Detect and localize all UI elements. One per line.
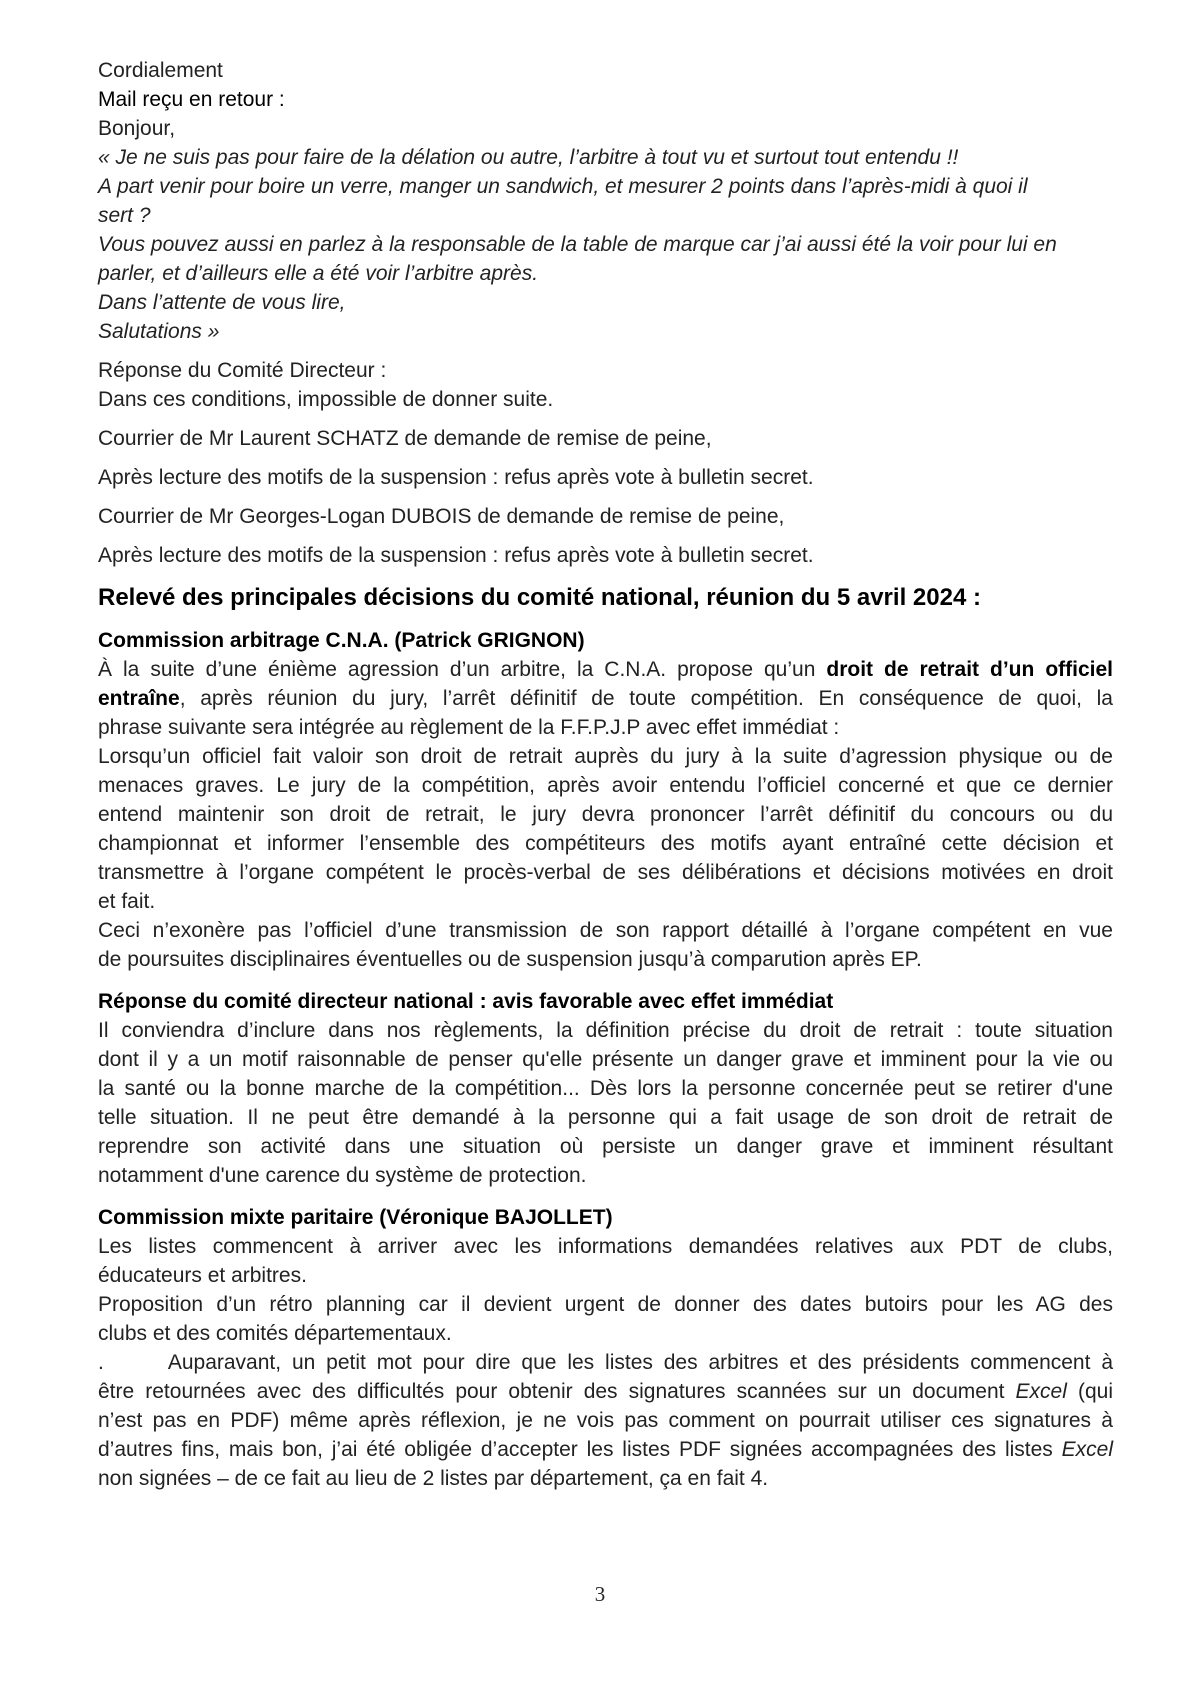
mixte-line: Proposition d’un rétro planning car il devient urgent de donner des dates butoirs pour les AG des	[98, 1293, 1113, 1316]
emphasis-run: entraîne	[98, 687, 180, 710]
text-run: , après réunion du jury, l’arrêt définitif de toute compétition. En conséquence de quoi, la	[179, 687, 1113, 710]
page-number: 3	[594, 1582, 606, 1606]
mixte-line: non signées – de ce fait au lieu de 2 listes par département, ça en fait 4.	[98, 1467, 769, 1490]
mixte-line	[98, 1348, 1113, 1377]
text-run: être retournées avec des difficultés pour obtenir des signatures scannées sur un document	[98, 1380, 1016, 1403]
section-title: Relevé des principales décisions du comité national, réunion du 5 avril 2024 :	[98, 584, 981, 611]
cna-para-line: phrase suivante sera intégrée au règlement de la F.F.P.J.P avec effet immédiat :	[98, 716, 840, 739]
letter-schatz: Courrier de Mr Laurent SCHATZ de demande de remise de peine,	[98, 427, 712, 450]
reply-heading: Réponse du Comité Directeur :	[98, 359, 387, 382]
committee-reply-1	[98, 356, 1113, 414]
cna-para-line	[98, 655, 1113, 684]
greeting-line: Bonjour,	[98, 117, 176, 140]
excel-word: Excel	[1061, 1438, 1113, 1461]
reply-2-line: dont il y a un motif raisonnable de penser qu'elle présente un danger grave et imminent pour la vie ou	[98, 1048, 1113, 1071]
excel-word: Excel	[1015, 1380, 1067, 1403]
reply-2-line: reprendre son activité dans une situation où persiste un danger grave et imminent résultant	[98, 1135, 1113, 1158]
reply-2-heading: Réponse du comité directeur national : avis favorable avec effet immédiat	[98, 990, 834, 1013]
reply-2-line: notamment d'une carence du système de protection.	[98, 1164, 587, 1187]
reply-2-line: Il conviendra d’inclure dans nos règlements, la définition précise du droit de retrait : toute situation	[98, 1019, 1113, 1042]
mixte-line: n’est pas en PDF) même après réflexion, je ne vois pas comment on pourrait utiliser ces signatures à	[98, 1409, 1113, 1432]
reply-2-line: telle situation. Il ne peut être demandé à la personne qui a fait usage de son droit de retrait de	[98, 1106, 1113, 1129]
quote-line: « Je ne suis pas pour faire de la délation ou autre, l’arbitre à tout vu et surtout tout entendu !!	[98, 146, 959, 169]
quote-line: Vous pouvez aussi en parlez à la responsable de la table de marque car j’ai aussi été la voir pour lui en	[98, 233, 1057, 256]
text-run: Auparavant, un petit mot pour dire que les listes des arbitres et des présidents commencent à	[167, 1351, 1113, 1374]
closing-line: Cordialement	[98, 59, 223, 82]
cna-section	[98, 626, 1113, 974]
mixte-line: Les listes commencent à arriver avec les informations demandées relatives aux PDT de clubs,	[98, 1235, 1113, 1258]
mixte-heading: Commission mixte paritaire (Véronique BAJOLLET)	[98, 1206, 613, 1229]
page-body	[98, 56, 1113, 1493]
quote-line: A part venir pour boire un verre, manger un sandwich, et mesurer 2 points dans l’après-midi à quoi il	[98, 175, 1028, 198]
letter-schatz-reply: Après lecture des motifs de la suspension : refus après vote à bulletin secret.	[98, 466, 814, 489]
rule-line: Lorsqu’un officiel fait valoir son droit de retrait auprès du jury à la suite d’agression physique ou de	[98, 745, 1113, 768]
rule-line: et fait.	[98, 890, 156, 913]
quote-line: sert ?	[98, 204, 151, 227]
quoted-mail	[98, 143, 1113, 346]
text-run: (qui	[1066, 1380, 1113, 1403]
mixte-line	[98, 1377, 1113, 1406]
rule-line: championnat et informer l’ensemble des compétiteurs des motifs ayant entraîné cette décision et	[98, 832, 1113, 855]
mixte-line	[98, 1435, 1113, 1464]
mixte-line: éducateurs et arbitres.	[98, 1264, 307, 1287]
emphasis-run: droit de retrait d’un officiel	[826, 658, 1113, 681]
quote-line: Salutations »	[98, 320, 220, 343]
bullet-dot: .	[98, 1351, 104, 1374]
note-line: Ceci n’exonère pas l’officiel d’une transmission de son rapport détaillé à l’organe compétent en vue	[98, 919, 1113, 942]
note-line: de poursuites disciplinaires éventuelles ou de suspension jusqu’à comparution après EP.	[98, 948, 922, 971]
cna-para-line	[98, 684, 1113, 713]
mixte-line: clubs et des comités départementaux.	[98, 1322, 452, 1345]
quote-line: Dans l’attente de vous lire,	[98, 291, 346, 314]
reply-mail-label: Mail reçu en retour :	[98, 88, 285, 111]
reply-2-line: la santé ou la bonne marche de la compétition... Dès lors la personne concernée peut se retirer d'une	[98, 1077, 1113, 1100]
committee-reply-2	[98, 987, 1113, 1190]
rule-line: entend maintenir son droit de retrait, le jury devra prononcer l’arrêt définitif du concours ou du	[98, 803, 1113, 826]
rule-line: transmettre à l’organe compétent le procès-verbal de ses délibérations et décisions motivées en droit	[98, 861, 1113, 884]
letter-dubois: Courrier de Mr Georges-Logan DUBOIS de demande de remise de peine,	[98, 505, 785, 528]
letter-dubois-reply: Après lecture des motifs de la suspension : refus après vote à bulletin secret.	[98, 544, 814, 567]
quote-line: parler, et d’ailleurs elle a été voir l’arbitre après.	[98, 262, 539, 285]
rule-line: menaces graves. Le jury de la compétition, après avoir entendu l’officiel concerné et que ce dernier	[98, 774, 1113, 797]
intro-block	[98, 56, 1113, 143]
reply-text: Dans ces conditions, impossible de donner suite.	[98, 388, 554, 411]
text-run: À la suite d’une énième agression d’un arbitre, la C.N.A. propose qu’un	[98, 658, 827, 681]
text-run: d’autres fins, mais bon, j’ai été obligée d’accepter les listes PDF signées accompagnées des listes	[98, 1438, 1062, 1461]
cna-heading: Commission arbitrage C.N.A. (Patrick GRIGNON)	[98, 629, 585, 652]
mixte-section	[98, 1203, 1113, 1493]
